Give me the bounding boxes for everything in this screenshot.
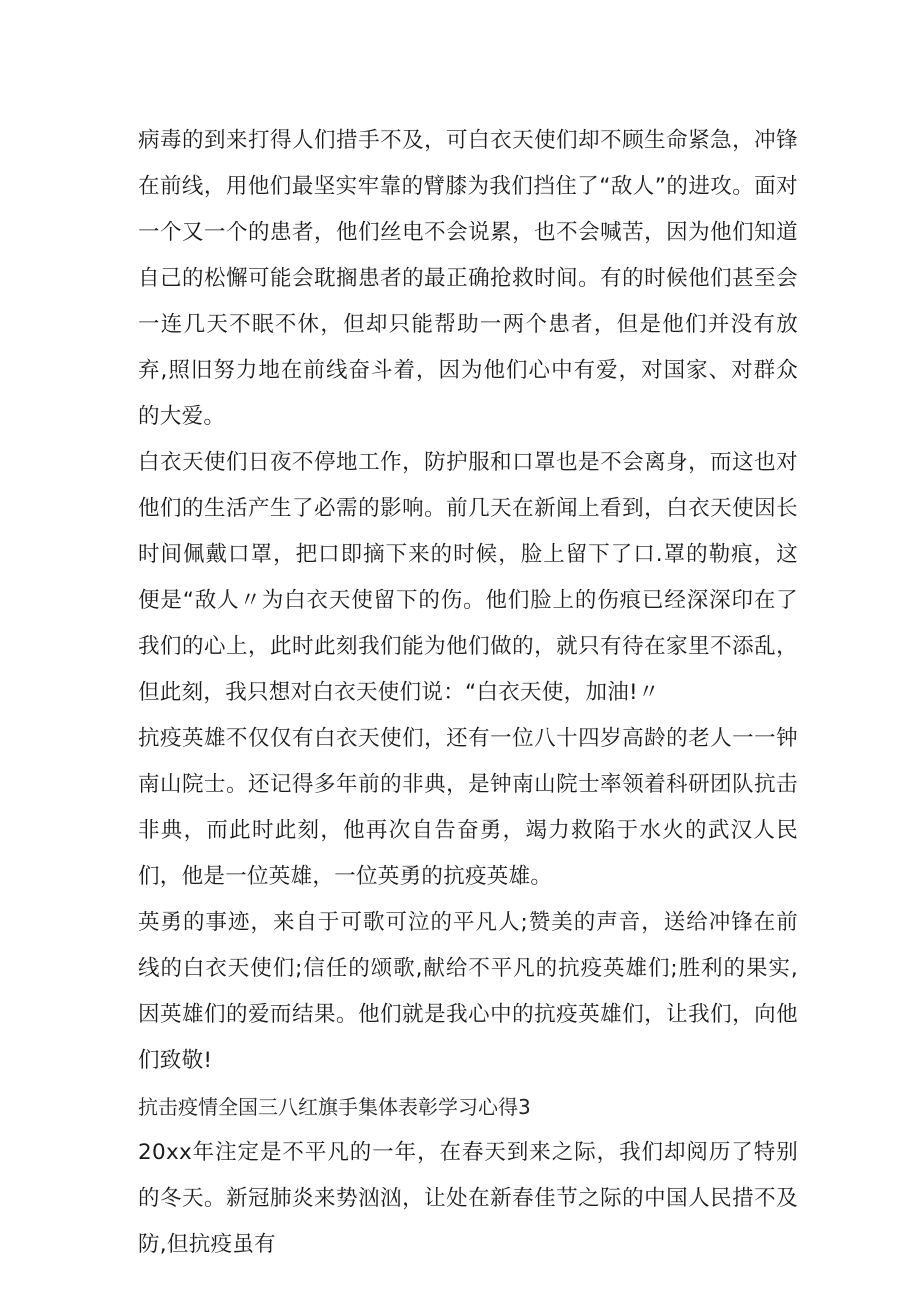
paragraph-1: 病毒的到来打得人们措手不及，可白衣天使们却不顾生命紧急，冲锋在前线，用他们最坚实牢靠的臂膝为我们挡住了“敌人”的进攻。面对一个又一个的患者，他们丝电不会说累，也不会喊苦，因为他们知道自己的松懈可能会耽搁患者的最正确抢救时间。有的时候他们甚至会一连几天不眠不休，但却只能帮助一两个患者，但是他们并没有放弃,照旧努力地在前线奋斗着，因为他们心中有爱，对国家、对群众的大爱。: [138, 128, 798, 429]
paragraph-2: 白衣天使们日夜不停地工作，防护服和口罩也是不会离身，而这也对他们的生活产生了必需的影响。前几天在新闻上看到，白衣天使因长时间佩戴口罩，把口即摘下来的时候，脸上留下了口.罩的勒痕，这便是“敌人〃为白衣天使留下的伤。他们脸上的伤痕已经深深印在了我们的心上，此时此刻我们能为他们做的，就只有待在家里不添乱，但此刻，我只想对白衣天使们说：“白衣天使，加油!〃: [138, 450, 798, 705]
paragraph-3: 抗疫英雄不仅仅有白衣天使们，还有一位八十四岁高龄的老人一一钟南山院士。还记得多年前的非典，是钟南山院士率领着科研团队抗击非典，而此时此刻，他再次自告奋勇，竭力救陷于水火的武汉人民们，他是一位英雄，一位英勇的抗疫英雄。: [138, 726, 798, 889]
section-heading: 抗击疫情全国三八红旗手集体表彰学习心得3: [138, 1095, 531, 1119]
paragraph-4: 英勇的事迹，来自于可歌可泣的平凡人;赞美的声音，送给冲锋在前线的白衣天使们;信任的颂歌,献给不平凡的抗疫英雄们;胜利的果实,因英雄们的爱而结果。他们就是我心中的抗疫英雄们，让我们，向他们致敬!: [138, 910, 798, 1073]
document-body: [138, 118, 798, 1268]
paragraph-5: 20xx年注定是不平凡的一年，在春天到来之际，我们却阅历了特别的冬天。新冠肺炎来势汹汹，让处在新春佳节之际的中国人民措不及防,但抗疫虽有: [138, 1140, 798, 1257]
